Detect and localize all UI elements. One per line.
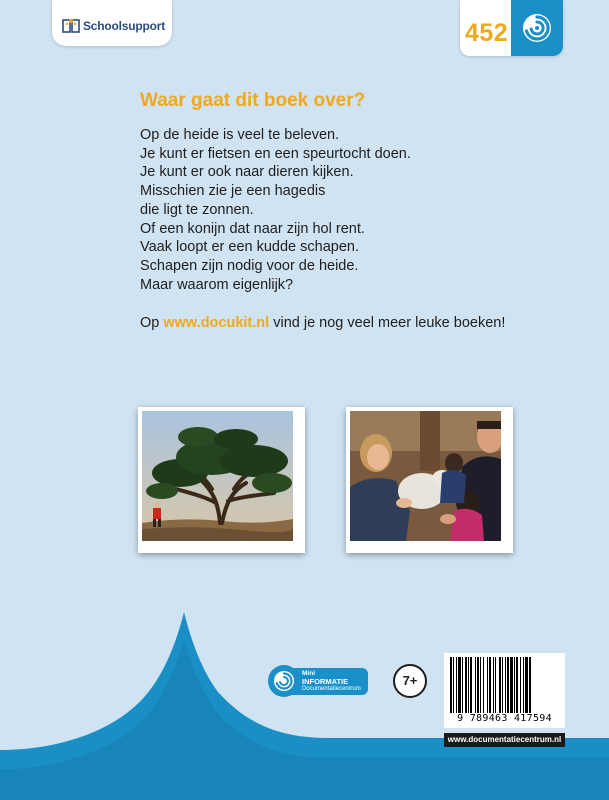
barcode-bar — [462, 657, 463, 713]
barcode-bar — [453, 657, 454, 713]
barcode-bar — [458, 657, 461, 713]
tree-heath-photo-icon — [142, 411, 293, 541]
barcode-bar — [487, 657, 488, 713]
schoolsupport-logo — [52, 0, 172, 46]
photo-tree — [138, 407, 305, 553]
promo-suffix: vind je nog veel meer leuke boeken! — [273, 315, 506, 331]
swirl-icon — [521, 12, 553, 44]
barcode-bar — [525, 657, 528, 713]
photo-lamb — [346, 407, 513, 553]
blurb-line: Of een konijn dat naar zijn hol rent. — [140, 220, 365, 237]
barcode-bar — [529, 657, 531, 713]
people-with-lamb-photo-icon — [350, 411, 501, 541]
barcode-bar — [523, 657, 524, 713]
blurb-line: Je kunt er fietsen en een speurtocht doen. — [140, 145, 411, 162]
blurb-line: Maar waarom eigenlijk? — [140, 276, 294, 293]
docukit-link[interactable]: www.docukit.nl — [163, 315, 270, 331]
barcode-bar — [514, 657, 515, 713]
book-logo-icon — [62, 17, 80, 35]
barcode-bar — [468, 657, 469, 713]
barcode-bar — [480, 657, 481, 713]
blurb-line: Op de heide is veel te beleven. — [140, 127, 340, 143]
blurb-line: Je kunt er ook naar dieren kijken. — [140, 164, 354, 181]
page-heading: Waar gaat dit boek over? — [140, 90, 366, 111]
logo-text: Schoolsupport — [83, 19, 166, 33]
barcode-bar — [493, 657, 494, 713]
age-badge: 7+ — [393, 664, 427, 698]
barcode-bar — [465, 657, 467, 713]
barcode-bar — [475, 657, 476, 713]
logo-circle — [268, 665, 300, 697]
swirl-icon — [273, 670, 295, 692]
website-promo-line — [140, 315, 505, 331]
blurb-line: Misschien zie je een hagedis — [140, 183, 326, 200]
logo-line-2: INFORMATIE — [302, 677, 349, 686]
logo-line-3: Documentatiecentrum — [302, 686, 361, 692]
isbn-digits: 9 789463 417594 — [457, 713, 552, 724]
barcode — [444, 653, 565, 728]
series-swirl-box — [511, 0, 563, 56]
barcode-bar — [510, 657, 513, 713]
blurb-line: die ligt te zonnen. — [140, 201, 254, 218]
barcode-bar — [499, 657, 501, 713]
barcode-bar — [495, 657, 496, 713]
barcode-bar — [516, 657, 518, 713]
series-number: 452 — [465, 19, 509, 47]
barcode-bar — [502, 657, 503, 713]
blurb-line: Vaak loopt er een kudde schapen. — [140, 239, 360, 256]
series-number-tab — [460, 0, 563, 56]
logo-line-1: Mini — [302, 670, 315, 677]
barcode-bar — [505, 657, 506, 713]
barcode-bar — [477, 657, 479, 713]
barcode-bar — [456, 657, 457, 713]
barcode-bar — [507, 657, 509, 713]
barcode-bar — [470, 657, 472, 713]
barcode-bar — [489, 657, 491, 713]
barcode-bar — [483, 657, 484, 713]
barcode-bar — [450, 657, 452, 713]
blurb-text — [140, 126, 560, 294]
barcode-bar — [520, 657, 521, 713]
barcode-bars-icon — [450, 657, 559, 713]
website-url[interactable]: www.documentatiecentrum.nl — [444, 733, 565, 747]
blurb-line: Schapen zijn nodig voor de heide. — [140, 257, 359, 274]
promo-prefix: Op — [140, 315, 160, 331]
mini-informatie-logo — [268, 664, 368, 698]
